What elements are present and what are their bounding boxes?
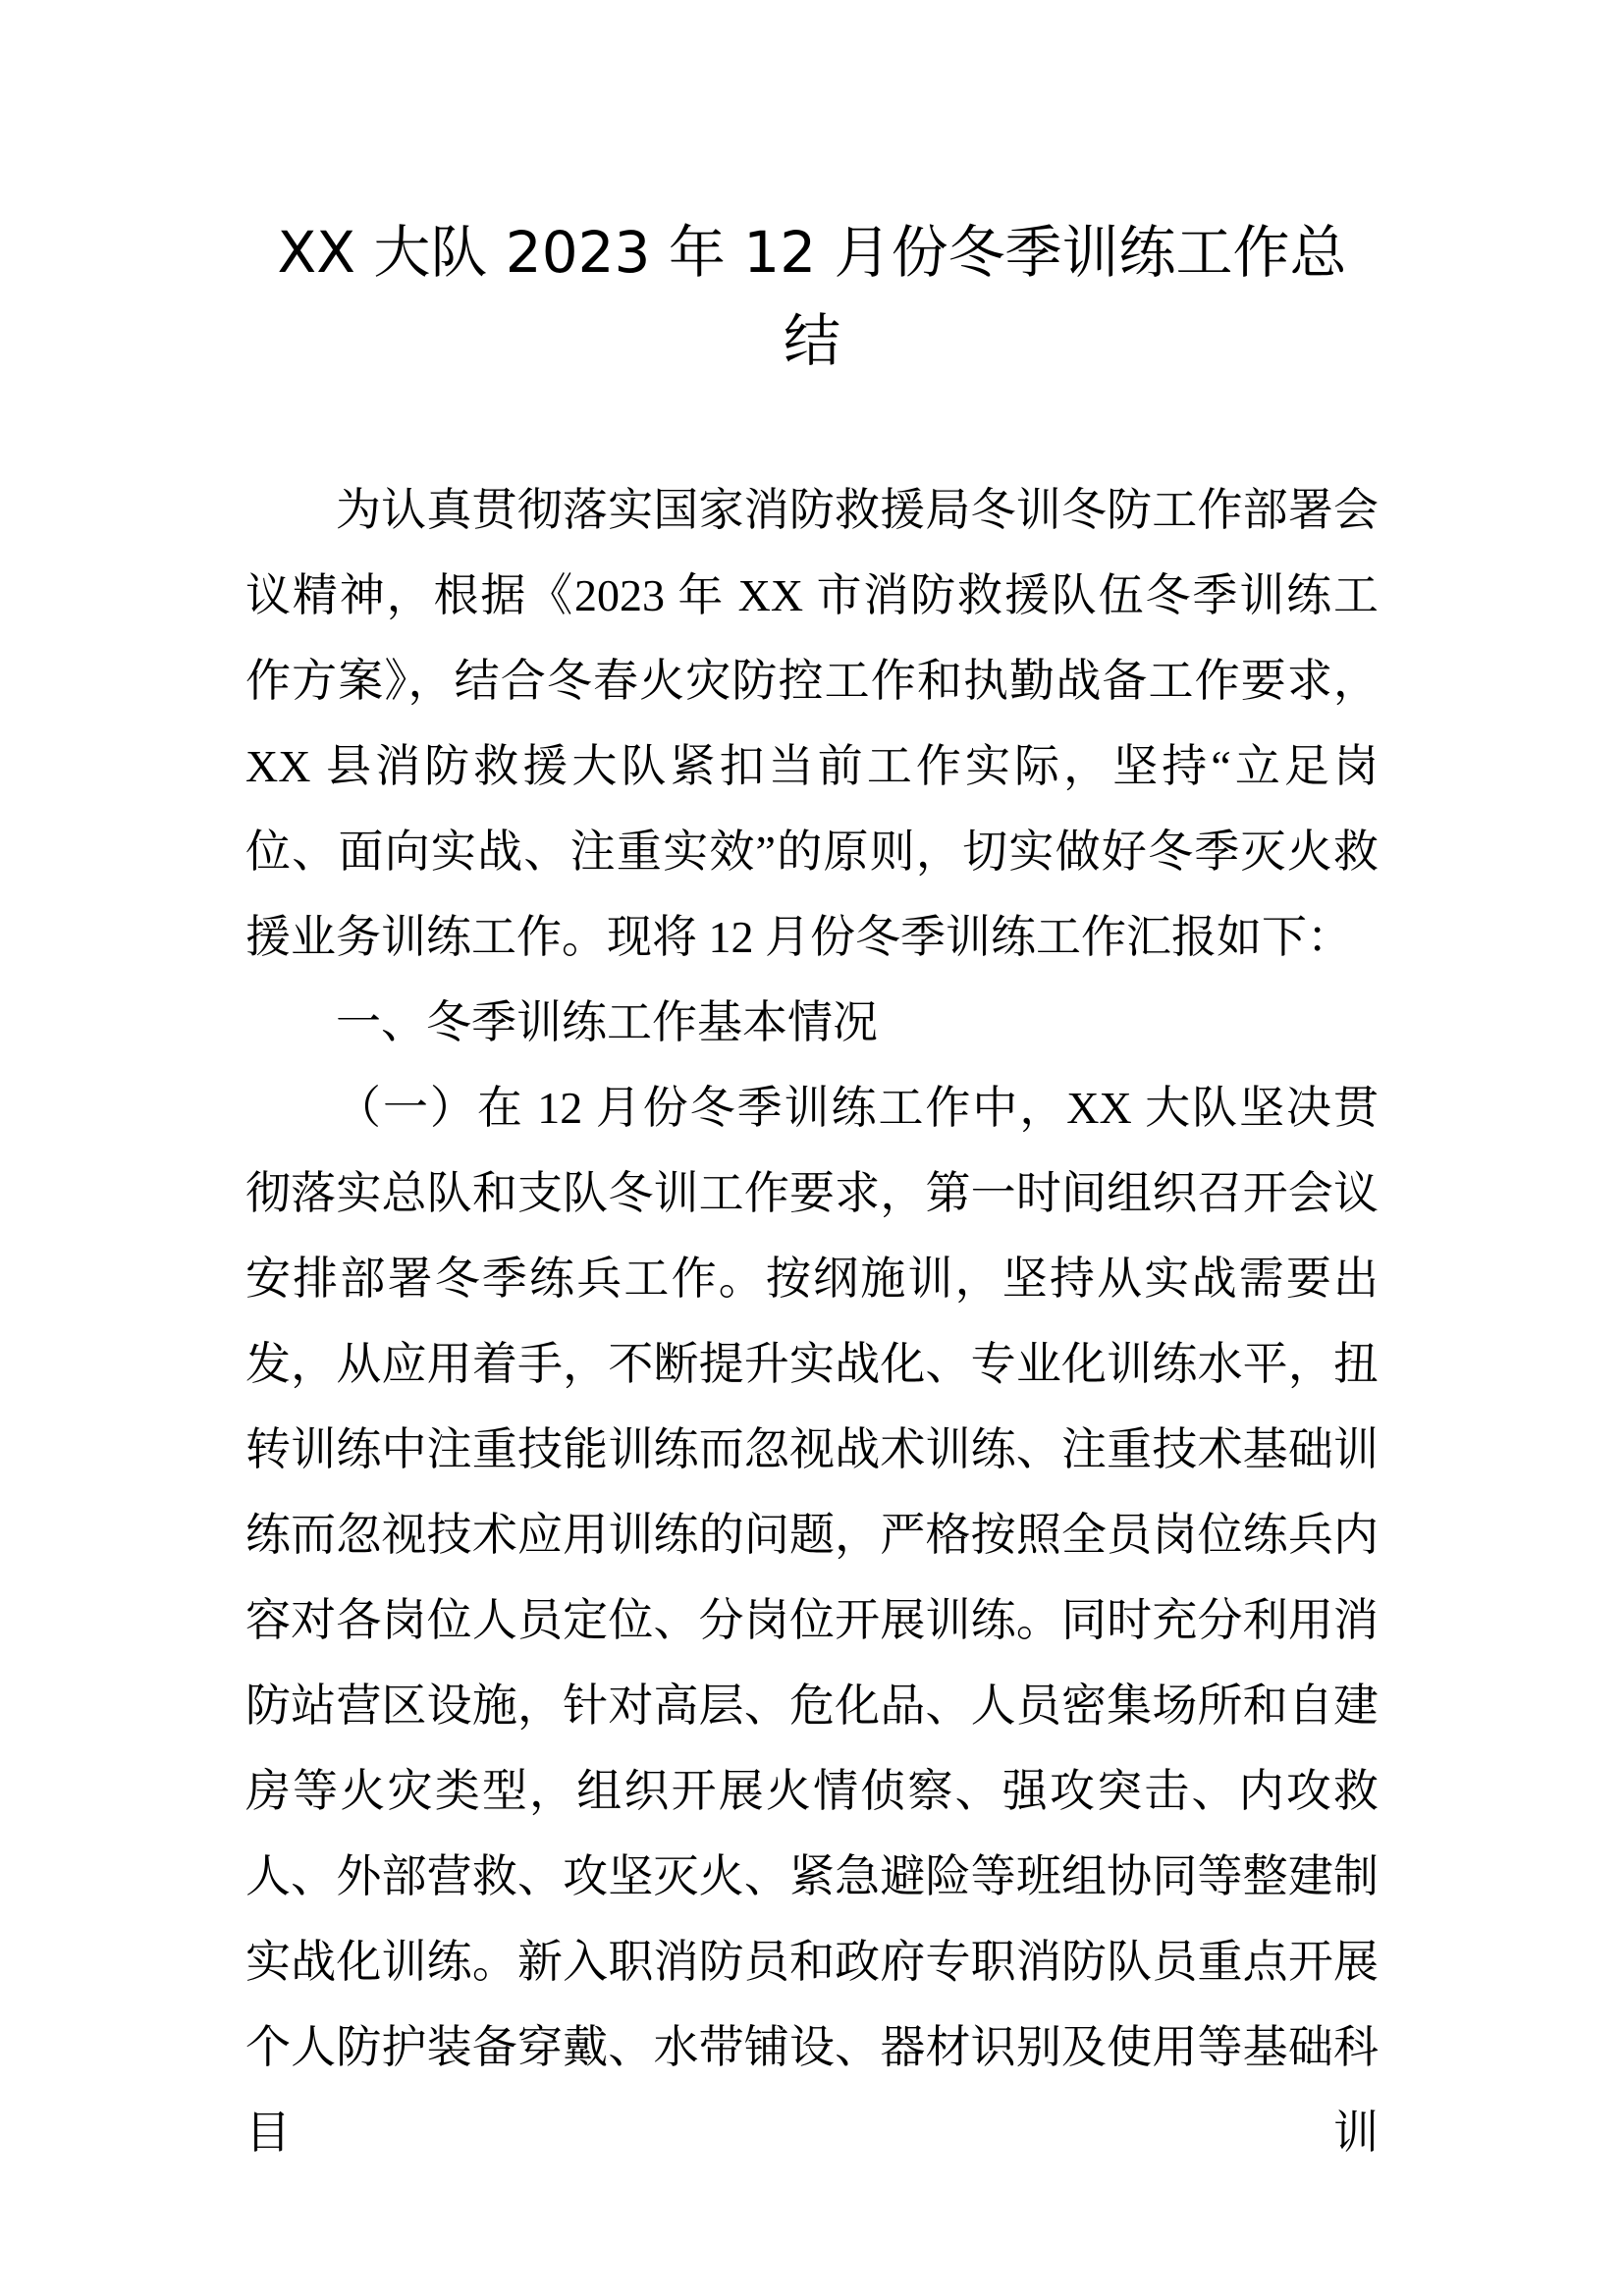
document-body: [245, 467, 1379, 2175]
document-title: XX 大队 2023 年 12 月份冬季训练工作总结: [277, 219, 1347, 374]
section-heading-basic-situation: 一、冬季训练工作基本情况: [336, 997, 878, 1047]
paragraph-section-one: （一）在 12 月份冬季训练工作中，XX 大队坚决贯彻落实总队和支队冬训工作要求，第一时间组织召开会议安排部署冬季练兵工作。按纲施训，坚持从实战需要出发，从应用着手，不断提升实战化、专业化训练水平，扭转训练中注重技能训练而忽视战术训练、注重技术基础训练而忽视技术应用训练的问题，严格按照全员岗位练兵内容对各岗位人员定位、分岗位开展训练。同时充分利用消防站营区设施，针对高层、危化品、人员密集场所和自建房等火灾类型，组织开展火情侦察、强攻突击、内攻救人、外部营救、攻坚灭火、紧急避险等班组协同等整建制实战化训练。新入职消防员和政府专职消防队员重点开展个人防护装备穿戴、水带铺设、器材识别及使用等基础科目训: [245, 1083, 1379, 2158]
paragraph-intro: 为认真贯彻落实国家消防救援局冬训冬防工作部署会议精神，根据《2023 年 XX 市消防救援队伍冬季训练工作方案》，结合冬春火灾防控工作和执勤战备工作要求，XX 县消防救援大队紧扣当前工作实际，坚持“立足岗位、面向实战、注重实效”的原则，切实做好冬季灭火救援业务训练工作。现将 12 月份冬季训练工作汇报如下：: [245, 485, 1379, 962]
